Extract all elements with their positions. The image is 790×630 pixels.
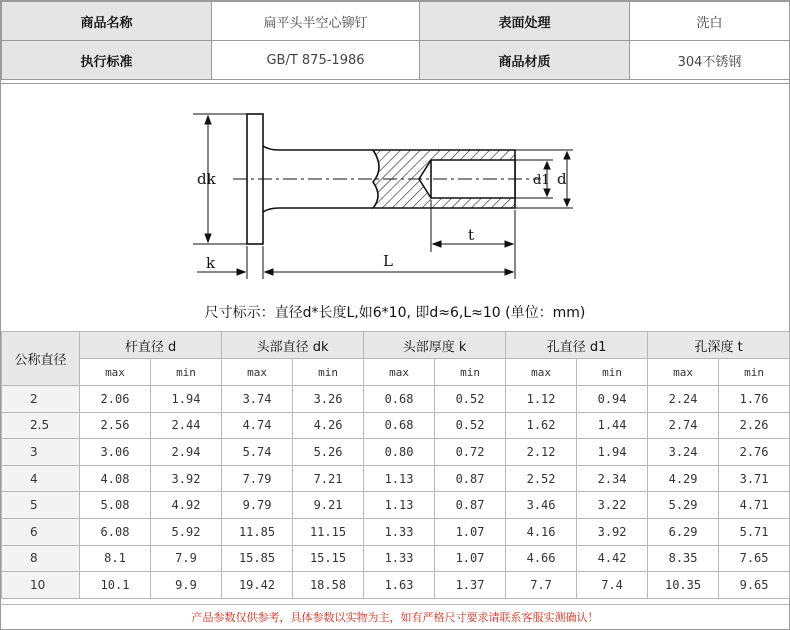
value-cell: 0.52 (435, 386, 506, 413)
nominal-cell: 10 (2, 572, 80, 599)
diagram-caption: 尺寸标示：直径d*长度L,如6*10, 即d≈6,L≈10 (单位：mm) (204, 305, 586, 321)
value-cell: 4.74 (222, 412, 293, 439)
value-cell: 2.34 (577, 465, 648, 492)
info-row (2, 41, 790, 80)
info-row (2, 2, 790, 41)
value-cell: 6.29 (648, 518, 719, 545)
value-cell: 4.71 (719, 492, 790, 519)
value-cell: 3.46 (506, 492, 577, 519)
value-cell: 11.15 (293, 518, 364, 545)
max-header: max (222, 359, 293, 386)
nominal-diameter-header: 公称直径 (2, 332, 80, 386)
table-row (2, 412, 790, 439)
table-row (2, 439, 790, 466)
value-cell: 4.08 (80, 465, 151, 492)
product-info-table (1, 1, 790, 80)
min-header: min (151, 359, 222, 386)
value-cell: 0.68 (364, 412, 435, 439)
table-row (2, 545, 790, 572)
value-cell: 18.58 (293, 572, 364, 599)
value-cell: 7.79 (222, 465, 293, 492)
value-cell: 0.72 (435, 439, 506, 466)
value-cell: 2.74 (648, 412, 719, 439)
nominal-cell: 2 (2, 386, 80, 413)
value-cell: 7.21 (293, 465, 364, 492)
value-cell: 19.42 (222, 572, 293, 599)
L-label: L (383, 252, 393, 270)
value-cell: 1.07 (435, 545, 506, 572)
value-cell: 0.87 (435, 492, 506, 519)
head-diameter-header: 头部直径 dk (222, 332, 364, 359)
value-cell: 1.13 (364, 492, 435, 519)
max-header: max (648, 359, 719, 386)
value-cell: 7.9 (151, 545, 222, 572)
min-header: min (293, 359, 364, 386)
value-cell: 10.35 (648, 572, 719, 599)
value-cell: 3.22 (577, 492, 648, 519)
value-cell: 0.94 (577, 386, 648, 413)
value-cell: 3.92 (577, 518, 648, 545)
value-cell: 1.07 (435, 518, 506, 545)
value-cell: 4.92 (151, 492, 222, 519)
value-cell: 2.76 (719, 439, 790, 466)
value-cell: 7.7 (506, 572, 577, 599)
value-cell: 10.1 (80, 572, 151, 599)
nominal-cell: 2.5 (2, 412, 80, 439)
value-cell: 4.29 (648, 465, 719, 492)
value-cell: 0.87 (435, 465, 506, 492)
surface-treatment-value: 洗白 (630, 2, 790, 41)
dk-label: dk (197, 170, 216, 188)
max-header: max (80, 359, 151, 386)
value-cell: 6.08 (80, 518, 151, 545)
head-thickness-header: 头部厚度 k (364, 332, 506, 359)
value-cell: 2.12 (506, 439, 577, 466)
value-cell: 3.74 (222, 386, 293, 413)
value-cell: 1.33 (364, 518, 435, 545)
material-label: 商品材质 (420, 41, 630, 80)
nominal-cell: 4 (2, 465, 80, 492)
value-cell: 1.12 (506, 386, 577, 413)
nominal-cell: 3 (2, 439, 80, 466)
d1-label: d1 (533, 173, 550, 188)
value-cell: 9.21 (293, 492, 364, 519)
value-cell: 15.15 (293, 545, 364, 572)
standard-value: GB/T 875-1986 (212, 41, 420, 80)
min-header: min (577, 359, 648, 386)
value-cell: 0.68 (364, 386, 435, 413)
value-cell: 5.74 (222, 439, 293, 466)
value-cell: 9.65 (719, 572, 790, 599)
table-row (2, 518, 790, 545)
t-label: t (468, 226, 475, 244)
table-row (2, 386, 790, 413)
value-cell: 3.24 (648, 439, 719, 466)
nominal-cell: 6 (2, 518, 80, 545)
value-cell: 4.66 (506, 545, 577, 572)
value-cell: 1.62 (506, 412, 577, 439)
hole-diameter-header: 孔直径 d1 (506, 332, 648, 359)
value-cell: 3.26 (293, 386, 364, 413)
value-cell: 11.85 (222, 518, 293, 545)
max-header: max (506, 359, 577, 386)
material-value: 304不锈钢 (630, 41, 790, 80)
min-header: min (719, 359, 790, 386)
value-cell: 4.42 (577, 545, 648, 572)
standard-label: 执行标准 (2, 41, 212, 80)
value-cell: 3.71 (719, 465, 790, 492)
value-cell: 1.37 (435, 572, 506, 599)
value-cell: 0.52 (435, 412, 506, 439)
value-cell: 1.94 (577, 439, 648, 466)
value-cell: 1.76 (719, 386, 790, 413)
product-name-value: 扁平头半空心铆钉 (212, 2, 420, 41)
table-row (2, 492, 790, 519)
surface-treatment-label: 表面处理 (420, 2, 630, 41)
value-cell: 4.26 (293, 412, 364, 439)
value-cell: 7.65 (719, 545, 790, 572)
value-cell: 3.06 (80, 439, 151, 466)
hole-depth-header: 孔深度 t (648, 332, 790, 359)
rivet-diagram (1, 83, 789, 332)
value-cell: 5.92 (151, 518, 222, 545)
table-row (2, 572, 790, 599)
dimension-table (1, 331, 790, 599)
d-label: d (557, 170, 567, 188)
value-cell: 1.44 (577, 412, 648, 439)
rivet-drawing (1, 84, 789, 299)
nominal-cell: 8 (2, 545, 80, 572)
value-cell: 0.80 (364, 439, 435, 466)
value-cell: 1.13 (364, 465, 435, 492)
value-cell: 5.26 (293, 439, 364, 466)
value-cell: 1.33 (364, 545, 435, 572)
value-cell: 2.52 (506, 465, 577, 492)
disclaimer-note: 产品参数仅供参考，具体参数以实物为主，如有严格尺寸要求请联系客服实测确认！ (1, 604, 789, 630)
value-cell: 3.92 (151, 465, 222, 492)
value-cell: 2.26 (719, 412, 790, 439)
value-cell: 2.44 (151, 412, 222, 439)
table-row (2, 465, 790, 492)
max-header: max (364, 359, 435, 386)
value-cell: 2.06 (80, 386, 151, 413)
value-cell: 15.85 (222, 545, 293, 572)
value-cell: 2.56 (80, 412, 151, 439)
value-cell: 1.63 (364, 572, 435, 599)
value-cell: 5.08 (80, 492, 151, 519)
value-cell: 7.4 (577, 572, 648, 599)
value-cell: 2.24 (648, 386, 719, 413)
value-cell: 9.79 (222, 492, 293, 519)
value-cell: 8.35 (648, 545, 719, 572)
k-label: k (206, 254, 216, 272)
min-header: min (435, 359, 506, 386)
value-cell: 4.16 (506, 518, 577, 545)
shank-diameter-header: 杆直径 d (80, 332, 222, 359)
value-cell: 8.1 (80, 545, 151, 572)
value-cell: 5.71 (719, 518, 790, 545)
value-cell: 2.94 (151, 439, 222, 466)
value-cell: 5.29 (648, 492, 719, 519)
value-cell: 9.9 (151, 572, 222, 599)
value-cell: 1.94 (151, 386, 222, 413)
nominal-cell: 5 (2, 492, 80, 519)
product-name-label: 商品名称 (2, 2, 212, 41)
